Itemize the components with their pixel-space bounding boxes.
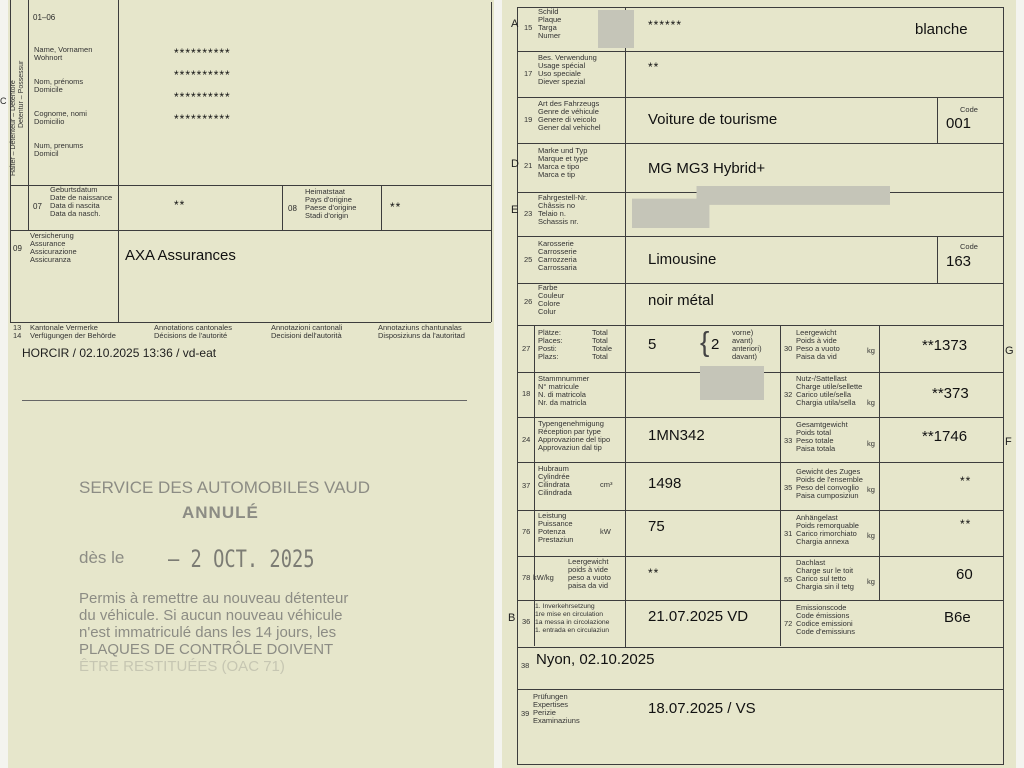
stamp-date: – 2 OCT. 2025 [168, 545, 315, 573]
notes-nums: 13 14 [13, 323, 22, 340]
field-26-label: Farbe Couleur Colore Colur [538, 283, 565, 316]
field-36-num: 36 [522, 617, 531, 626]
letter-d: D [511, 158, 519, 170]
vehicle-type-code: 001 [946, 115, 972, 132]
towing-value: ** [960, 517, 972, 531]
field-37-label: Hubraum Cylindrée Cilindrata Cilindrada [538, 464, 572, 497]
field-38-num: 38 [521, 661, 530, 670]
field-39-num: 39 [521, 709, 530, 718]
field-15-num: 15 [524, 23, 533, 32]
field-30-label: Leergewicht Poids à vide Peso a vuoto Paisa da vid [796, 328, 840, 361]
field-23-num: 23 [524, 209, 533, 218]
seats-front-brace: { [700, 326, 710, 357]
field-78-prefix: kW/kg [533, 573, 554, 582]
field-76-label: Leistung Puissance Potenza Prestaziun [538, 511, 574, 544]
field-76-unit: kW [600, 527, 611, 536]
holder-cognome-label: Cognome, nomi Domicilio [34, 109, 87, 126]
field-78-label: Leergewicht poids à vide peso a vuoto paisa da vid [568, 557, 611, 590]
field-33-num: 33 [784, 436, 793, 445]
notes-label-fr: Annotations cantonales Décisions de l'autorité [154, 323, 232, 340]
field-35-label: Gewicht des Zuges Poids de l'ensemble Peso del convoglio Paisa cumposiziun [796, 467, 863, 500]
payload-value: **373 [932, 385, 969, 402]
field-32-unit: kg [867, 398, 875, 407]
field-30-unit: kg [867, 346, 875, 355]
notes-label-it: Annotazioni cantonali Decisioni dell'autorità [271, 323, 343, 340]
holder-nom-value: ********** [174, 68, 231, 82]
holder-nom-label: Nom, prénoms Domicile [34, 77, 84, 94]
field-25-label: Karosserie Carrosserie Carrozzeria Carrossaria [538, 239, 577, 272]
special-use-value: ** [648, 60, 660, 74]
holder-name-value: ********** [174, 46, 231, 60]
body-type-code: 163 [946, 253, 972, 270]
letter-a: A [511, 18, 519, 30]
roof-load-value: 60 [956, 566, 973, 583]
field-17-label: Bes. Verwendung Usage spécial Uso speciale Diever spezial [538, 53, 597, 86]
field-32-label: Nutz-/Sattellast Charge utile/sellette Carico utile/sella Chargia utila/sella [796, 374, 863, 407]
stamp-des-le: dès le [79, 548, 125, 567]
field-37-unit: cm³ [600, 480, 613, 489]
letter-c: C [0, 96, 7, 106]
insurance-num: 09 [13, 244, 22, 253]
plate-value: ****** [648, 18, 683, 32]
field-27-num: 27 [522, 344, 531, 353]
birth-num: 07 [33, 202, 42, 211]
train-weight-value: ** [960, 474, 972, 488]
insurance-value: AXA Assurances [125, 247, 236, 264]
field-37-num: 37 [522, 481, 531, 490]
field-76-num: 76 [522, 527, 531, 536]
field-78-num: 78 [522, 573, 531, 582]
birth-value: ** [174, 198, 186, 212]
letter-g: G [1005, 345, 1014, 357]
field-27-total-label: Total Total Totale Total [592, 328, 613, 361]
field-32-num: 32 [784, 390, 793, 399]
field-24-label: Typengenehmigung Réception par type Approvazione del tipo Approvaziun dal tip [538, 419, 611, 452]
field-35-num: 35 [784, 483, 793, 492]
empty-weight-value: **1373 [922, 337, 968, 354]
field-31-label: Anhängelast Poids remorquable Carico rimorchiato Chargia annexa [796, 513, 859, 546]
inspection-value: 18.07.2025 / VS [648, 700, 756, 717]
letter-f: F [1005, 436, 1012, 448]
origin-num: 08 [288, 204, 297, 213]
top-code: 01–06 [33, 13, 56, 22]
holder-cognome-value-2: ********** [174, 112, 231, 126]
field-27-label: Plätze: Places: Posti: Plazs: [538, 328, 563, 361]
body-type-code-label: Code [960, 242, 978, 251]
holder-num-label: Num, prenums Domicil [34, 141, 84, 158]
field-72-num: 72 [784, 619, 793, 628]
origin-label: Heimatstaat Pays d'origine Paese d'origine Stadi d'origin [305, 187, 357, 220]
plate-redaction [598, 10, 634, 48]
letter-b: B [508, 612, 516, 624]
power-weight-value: ** [648, 566, 660, 580]
stamp-text: Permis à remettre au nouveau détenteur du véhicule. Si aucun nouveau véhicule n'est immatriculé dans les 14 jours, les PLAQUES DE CONTRÔLE DOIVENT ÊTRE RESTITUÉES (OAC 71) [79, 590, 349, 675]
field-39-label: Prüfungen Expertises Perizie Examinaziuns [533, 692, 580, 725]
holder-name-label: Name, Vornamen Wohnort [34, 45, 93, 62]
field-15-label: Schild Plaque Targa Numer [538, 7, 562, 40]
field-25-num: 25 [524, 255, 533, 264]
place-date-value: Nyon, 02.10.2025 [536, 651, 655, 668]
type-approval-value: 1MN342 [648, 427, 705, 444]
emission-code-value: B6e [944, 609, 971, 626]
field-21-label: Marke und Typ Marque et type Marca e tipo Marca e tip [538, 146, 589, 179]
seats-total-value: 5 [648, 336, 657, 353]
notes-label-de: Kantonale Vermerke Verfügungen der Behörde [30, 323, 116, 340]
field-26-num: 26 [524, 297, 533, 306]
field-35-unit: kg [867, 485, 875, 494]
total-weight-value: **1746 [922, 428, 968, 445]
plate-color: blanche [915, 21, 968, 38]
field-55-label: Dachlast Charge sur le toit Carico sul tetto Chargia sin il tetg [796, 558, 854, 591]
holder-cognome-value: ********** [174, 90, 231, 104]
birth-label: Geburtsdatum Date de naissance Data di nascita Data da nasch. [50, 185, 113, 218]
field-33-unit: kg [867, 439, 875, 448]
displacement-value: 1498 [648, 475, 682, 492]
seats-front-value: 2 [711, 336, 720, 353]
field-24-num: 24 [522, 435, 531, 444]
field-33-label: Gesamtgewicht Poids total Peso totale Paisa totala [796, 420, 848, 453]
seats-front-label: vorne) avant) anteriori) davant) [732, 328, 762, 361]
vehicle-type-code-label: Code [960, 105, 978, 114]
letter-e: E [511, 204, 519, 216]
make-model-value: MG MG3 Hybrid+ [648, 160, 766, 177]
field-21-num: 21 [524, 161, 533, 170]
stamp-office: SERVICE DES AUTOMOBILES VAUD [79, 478, 370, 497]
field-18-label: Stammnummer N° matricule N. di matricola Nr. da matricla [538, 374, 590, 407]
vehicle-type-value: Voiture de tourisme [648, 111, 778, 128]
field-18-num: 18 [522, 389, 531, 398]
color-value: noir métal [648, 292, 714, 309]
field-55-num: 55 [784, 575, 793, 584]
first-registration-value: 21.07.2025 VD [648, 608, 749, 625]
holder-side-label-2: Detentur – Possessur [18, 60, 25, 128]
field-30-num: 30 [784, 344, 793, 353]
field-55-unit: kg [867, 577, 875, 586]
field-17-num: 17 [524, 69, 533, 78]
field-72-label: Emissionscode Code émissions Codice emissioni Code d'emissiuns [796, 603, 855, 636]
field-31-unit: kg [867, 531, 875, 540]
insurance-label: Versicherung Assurance Assicurazione Assicuranza [30, 231, 77, 264]
notes-label-rm: Annotaziuns chantunalas Disposiziuns da l'autoritad [378, 323, 465, 340]
field-23-label: Fahrgestell-Nr. Châssis no Telaio n. Schassis nr. [538, 193, 588, 226]
field-36-label: 1. Inverkehrsetzung 1re mise en circulation 1a messa in circolazione 1. entrada en circulaziun [535, 603, 610, 634]
field-19-num: 19 [524, 115, 533, 124]
stamp-cancelled: ANNULÉ [182, 503, 259, 522]
holder-side-label: Halter – Détenteur – Detentore [10, 80, 17, 176]
matricule-redaction [700, 366, 764, 400]
origin-value: ** [390, 200, 402, 214]
notes-value: HORCIR / 02.10.2025 13:36 / vd-eat [22, 346, 217, 360]
field-31-num: 31 [784, 529, 793, 538]
field-19-label: Art des Fahrzeugs Genre de véhicule Genere di veicolo Gener dal vehichel [538, 99, 601, 132]
body-type-value: Limousine [648, 251, 717, 268]
power-value: 75 [648, 518, 665, 535]
